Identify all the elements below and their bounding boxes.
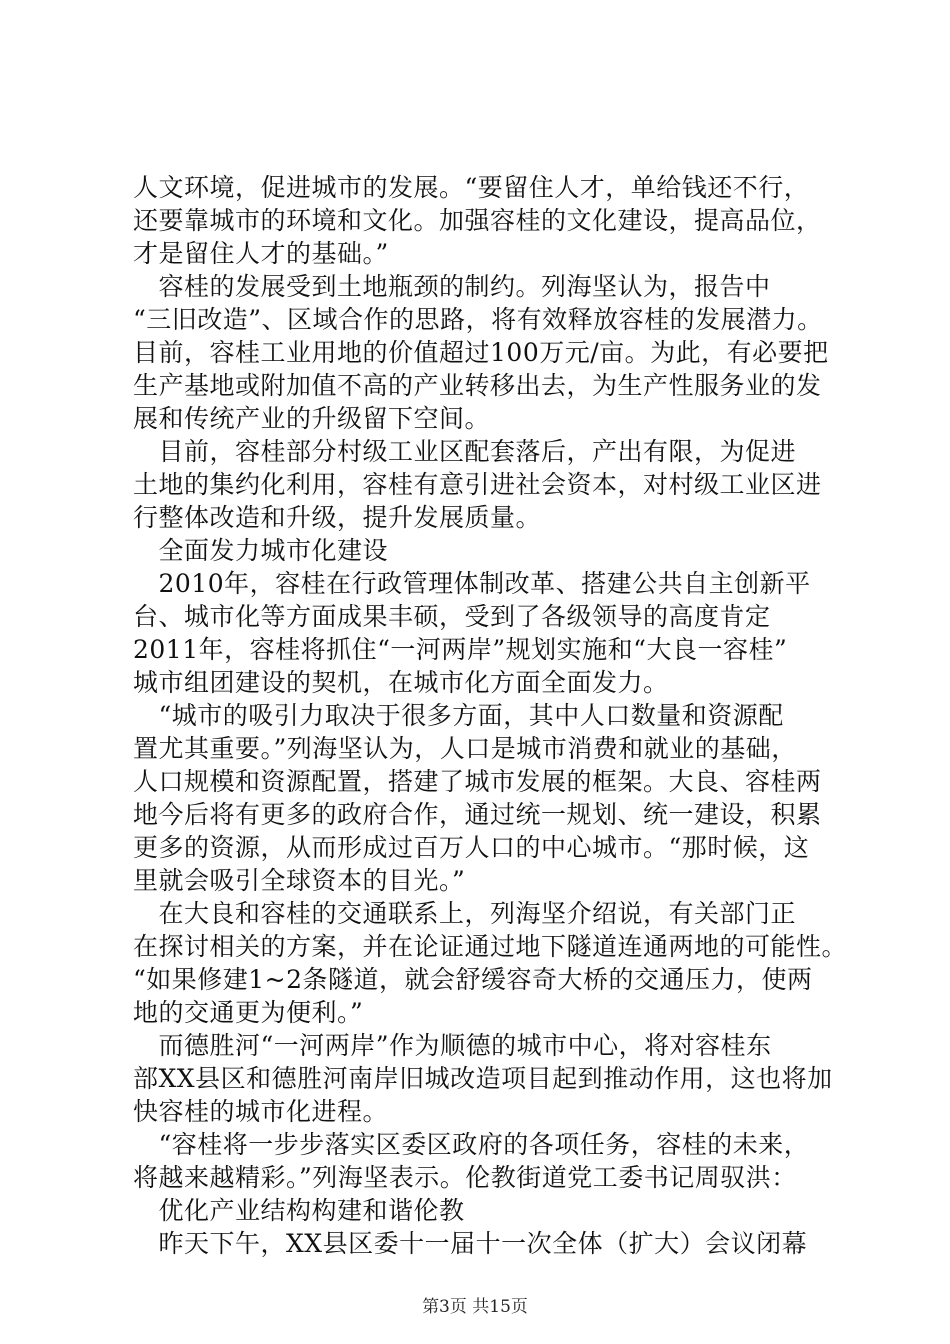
text-line: 部XX县区和德胜河南岸旧城改造项目起到推动作用，这也将加 xyxy=(133,1064,833,1093)
text-line: 在大良和容桂的交通联系上，列海坚介绍说，有关部门正 xyxy=(133,899,797,928)
text-line: “如果修建1~2条隧道，就会舒缓容奇大桥的交通压力，使两 xyxy=(133,965,813,994)
text-line: “容桂将一步步落实区委区政府的各项任务，容桂的未来， xyxy=(133,1130,810,1159)
text-line: 展和传统产业的升级留下空间。 xyxy=(133,404,491,433)
text-line: 行整体改造和升级，提升发展质量。 xyxy=(133,503,542,532)
text-line: 地今后将有更多的政府合作，通过统一规划、统一建设，积累 xyxy=(133,800,822,829)
text-line: 在探讨相关的方案，并在论证通过地下隧道连通两地的可能性。 xyxy=(133,932,848,961)
page-footer: 第3页 共15页 xyxy=(422,1297,528,1317)
text-line: “城市的吸引力取决于很多方面，其中人口数量和资源配 xyxy=(133,701,784,730)
text-line: 里就会吸引全球资本的目光。” xyxy=(133,866,466,895)
text-line: 才是留住人才的基础。” xyxy=(133,239,389,268)
text-line: 将越来越精彩。”列海坚表示。伦教街道党工委书记周驭洪： xyxy=(133,1163,797,1192)
text-line: 土地的集约化利用，容桂有意引进社会资本，对村级工业区进 xyxy=(133,470,822,499)
text-line: 2010年，容桂在行政管理体制改革、搭建公共自主创新平 xyxy=(133,569,811,598)
text-line: “三旧改造”、区域合作的思路，将有效释放容桂的发展潜力。 xyxy=(133,305,823,334)
text-line: 城市组团建设的契机，在城市化方面全面发力。 xyxy=(133,668,669,697)
text-line: 生产基地或附加值不高的产业转移出去，为生产性服务业的发 xyxy=(133,371,822,400)
text-line: 目前，容桂部分村级工业区配套落后，产出有限，为促进 xyxy=(133,437,797,466)
section-heading: 全面发力城市化建设 xyxy=(133,536,389,565)
section-heading: 优化产业结构构建和谐伦教 xyxy=(133,1196,465,1225)
text-line: 地的交通更为便利。” xyxy=(133,998,364,1027)
text-line: 还要靠城市的环境和文化。加强容桂的文化建设，提高品位， xyxy=(133,206,822,235)
text-line: 台、城市化等方面成果丰硕，受到了各级领导的高度肯定 xyxy=(133,602,771,631)
text-line: 更多的资源，从而形成过百万人口的中心城市。“那时候，这 xyxy=(133,833,810,862)
text-line: 2011年，容桂将抓住“一河两岸”规划实施和“大良一容桂” xyxy=(133,635,788,664)
text-line: 容桂的发展受到土地瓶颈的制约。列海坚认为，报告中 xyxy=(133,272,771,301)
text-line: 人文环境，促进城市的发展。“要留住人才，单给钱还不行， xyxy=(133,173,810,202)
text-line: 快容桂的城市化进程。 xyxy=(133,1097,389,1126)
text-line: 昨天下午，XX县区委十一届十一次全体（扩大）会议闭幕 xyxy=(133,1229,808,1258)
text-line: 而德胜河“一河两岸”作为顺德的城市中心，将对容桂东 xyxy=(133,1031,772,1060)
text-line: 人口规模和资源配置，搭建了城市发展的框架。大良、容桂两 xyxy=(133,767,822,796)
text-line: 目前，容桂工业用地的价值超过100万元/亩。为此，有必要把 xyxy=(133,338,829,367)
text-line: 置尤其重要。”列海坚认为，人口是城市消费和就业的基础， xyxy=(133,734,797,763)
